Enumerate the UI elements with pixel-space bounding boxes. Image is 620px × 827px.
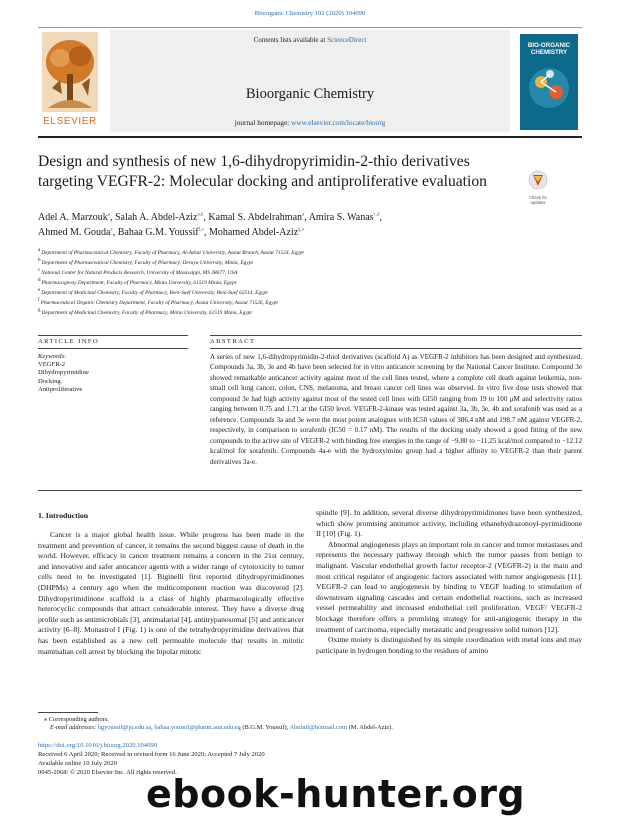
journal-name: Bioorganic Chemistry [245,86,375,102]
email-link[interactable]: Abulnil@hotmail.com [289,724,348,731]
affiliation-text: Department of Medicinal Chemistry, Faculty of Pharmacy, Beni-Suef University, Beni-Suef 62514, Egypt [41,290,268,296]
check-updates-line1: Check for [529,195,547,200]
author-name: Bahaa G.M. Youssif [117,227,199,238]
author-separator: , [109,212,115,223]
affiliation-item [38,258,578,268]
author-separator: , [112,227,118,238]
keywords-block [38,353,188,394]
affiliation-letter: b [38,258,41,264]
author-name: Ahmed M. Gouda [38,227,111,238]
received-dates: Received 6 April 2020; Received in revised form 16 June 2020; Accepted 7 July 2020 [38,751,265,758]
keyword: Dihydropyrimidine [38,369,89,377]
email-link[interactable]: bgyoussif@ju.edu.sa [97,724,152,731]
email-owner: (B.G.M. Youssif), [240,724,290,731]
abstract-heading: ABSTRACT [210,338,256,345]
abstract-text: A series of new 1,6-dihydropyrimidin-2-thiol derivatives (scaffold A) as VEGFR-2 inhibitors has been designed and synthesized. Compounds 3a, 3b, 3e and 4b have been selected for in vitro anticancer screening by the National Cancer Institute. Compound 3e showed remarkable anticancer activity against most of the cell lines tested, where a complete cell death against leukemia, non-small cell lung cancer, colon, CNS, melanoma, and breast cancer cell lines was observed. In vitro five dose tests showed that compound 3e had high activity against most of the tested cell lines with GI50 ranging from 19 to 100 μM and selectivity ratios ranging between 0.75 and 1.71 at the GI50 level. VEGFR-2-kinase was tested against 3a, 3b, 3e, 4b and sorafenib was used as a reference. Compounds 3a and 3e were the most potent analogues with IC50 values of 386.4 nM and 198.7 nM against VEGFR-2, respectively, in comparison to sorafenib (IC50 = 0.17 nM). The results of the docking study showed a good fitting of the new compounds to the active site of VEGFR-2 with binding free energies in the range of −9.80 to −11.25 kcal/mol compared to −12.12 kcal/mol for sorafenib. Compounds 4a-e with the hydroxyimino group had a higher affinity to VEGFR-2 than their parent derivatives 3a-e. [210,353,582,466]
article-info-heading: ARTICLE INFO [38,338,100,345]
author-affiliation-marker[interactable]: f,⁎ [198,227,204,233]
author-list [38,210,498,240]
affiliation-item [38,268,578,278]
available-online: Available online 10 July 2020 [38,760,117,767]
homepage-prefix: journal homepage: [234,118,292,127]
contents-line [110,36,510,44]
affiliation-text: National Center for Natural Products Research, University of Mississippi, MS 38677, USA [41,270,238,276]
author-affiliation-marker[interactable]: a [302,212,305,218]
footnote-corresponding: ⁎ Corresponding authors. [44,716,109,723]
affiliation-letter: d [38,278,41,284]
author-name: Amira S. Wanas [308,212,374,223]
intro-paragraph: Oxime moiety is distinguished by its simple coordination with metal ions and may participate in hydrogen bonding to the residues of amino [316,635,582,655]
author-separator: , [204,227,209,238]
affiliation-text: Pharmaceutical Organic Chemistry Department, Faculty of Pharmacy, Assiut University, Assiut 71526, Egypt [40,300,278,306]
author-name: Salah A. Abdel-Aziz [114,212,198,223]
keyword: Docking [38,377,61,385]
article-title: Design and synthesis of new 1,6-dihydropyrimidin-2-thio derivatives targeting VEGFR-2: Molecular docking and antiproliferative evaluation [38,153,487,190]
journal-cover-image [520,34,578,130]
author-separator: , [203,212,209,223]
publisher-name: ELSEVIER [43,116,97,127]
affiliation-item [38,288,578,298]
intro-paragraph: Abnormal angiogenesis plays an important role in cancer and tumor metastases and represents the necessary pathway through which the tumor passes from benign to malignant. Vascular endothelial growth factor receptor-2 (VEGFR-2) is the main and most critical regulator of angiogenic factors associated with tumor angiogenesis [11]. VEGFR-2 can lead to angiogenesis by binding to VEGF leading to stimulation of downstream signaling cascades and certain endothelial reactions, such as increased vessel permeability and increased endothelial cell proliferation. VEGF/ VEGFR-2 blockage therefore offers a promising strategy for anti-angiogenic therapy in the treatment of carcinoma, especially metastatic and progressive solid tumors [12]. [316,539,582,634]
intro-right-column [316,508,582,656]
affiliation-letter: a [38,248,41,254]
cover-title: BIO-ORGANIC CHEMISTRY [527,42,571,56]
affiliations [38,248,578,318]
doi-link[interactable]: https://doi.org/10.1016/j.bioorg.2020.104090 [38,742,157,749]
journal-citation[interactable]: Bioorganic Chemistry 102 (2020) 104090 [254,10,366,17]
intro-paragraph: spindle [9]. In addition, several diverse dihydropyrimidinones have been synthesized, which show promising antitumor activity, including ethanehydrazonoyl-pyrimidinone II [10] (Fig. 1). [316,508,582,539]
affiliation-item [38,298,578,308]
author-affiliation-marker[interactable]: g,⁎ [298,227,305,233]
email-label: E-mail addresses: [50,724,98,731]
author-separator: , [379,212,383,223]
elsevier-tree-icon [38,30,102,116]
author-affiliation-marker[interactable]: a,b [197,212,204,218]
check-updates-badge[interactable] [524,170,552,204]
affiliation-letter: e [38,288,41,294]
affiliation-text: Department of Pharmaceutical Chemistry, Faculty of Pharmacy, Deraya University, Minia, Egypt [41,260,253,266]
affiliation-letter: c [38,268,41,274]
author-name: Adel A. Marzouk [38,212,108,223]
author-name: Mohamed Abdel-Aziz [209,227,299,238]
watermark-text: ebook-hunter.org [146,772,526,816]
affiliation-item [38,278,578,288]
footnote-emails [50,724,590,733]
intro-left-column: Cancer is a major global health issue. While progress has been made in the treatment and prevention of cancer, it remains the second biggest cause of death in the world. However, efficacy in cancer treatment remains a concern in the 21st century, and innovative and safer anticancer agents with a wider range of cytotoxicity to tumor cells need to be investigated [1]. Biginelli first reported dihydropyrimidinones (DHPMs) a century ago when the multicomponent reaction was discovered [2]. Dihydropyrimidinone scaffold is a class of highly pharmacologically effective heterocyclic compounds that attract considerable interest. They have a diverse drug profile such as antimicrobials [3], antimalarial [4], antitrypanosomal [5] and anticancer activity [6–8]. Monastrol I (Fig. 1) is one of the tetrahydropyrimidine derivatives that has been established as a new cell permeable molecule that results in mitotic mammalian cell arrest by blocking the bipolar mitotic [38,530,304,656]
elsevier-logo [38,30,102,130]
affiliation-item [38,308,578,318]
homepage-line [110,118,510,127]
author-affiliation-marker[interactable]: a [107,212,110,218]
sciencedirect-link[interactable]: ScienceDirect [327,36,367,44]
affiliation-letter: f [38,298,40,304]
copyright-line: 0045-2068/ © 2020 Elsevier Inc. All rights reserved. [38,769,177,776]
check-updates-icon [524,170,552,190]
keyword: Antiproliferative [38,385,83,393]
email-owner: (M. Abdel-Aziz). [347,724,393,731]
email-link[interactable]: bahaa.youssif@pharm.aun.edu.eg [154,724,241,731]
journal-header-box [110,30,510,132]
cover-molecule-icon [526,62,572,114]
affiliation-text: Department of Medicinal Chemistry, Faculty of Pharmacy, Minia University, 61519 Minia, Egypt [41,310,252,316]
email-separator: , [151,724,155,731]
author-separator: , [304,212,309,223]
author-affiliation-marker[interactable]: e [110,227,113,233]
introduction-heading: 1. Introduction [38,511,89,520]
affiliation-text: Department of Pharmaceutical Chemistry, Faculty of Pharmacy, Al-Azhar University, Assiut Branch, Assiut 71524, Egypt [41,250,304,256]
affiliation-item [38,248,578,258]
affiliation-text: Pharmacognosy Department, Faculty of Pharmacy, Minia University, 61519 Minia, Egypt [41,280,237,286]
author-affiliation-marker[interactable]: c,d [373,212,380,218]
author-name: Kamal S. Abdelrahman [208,212,303,223]
contents-prefix: Contents lists available at [253,36,328,44]
check-updates-line2: updates [530,200,546,205]
keyword: VEGFR-2 [38,361,66,369]
affiliation-letter: g [38,308,41,314]
keywords-label: Keywords: [38,353,67,360]
homepage-link[interactable]: www.elsevier.com/locate/bioorg [291,118,386,127]
